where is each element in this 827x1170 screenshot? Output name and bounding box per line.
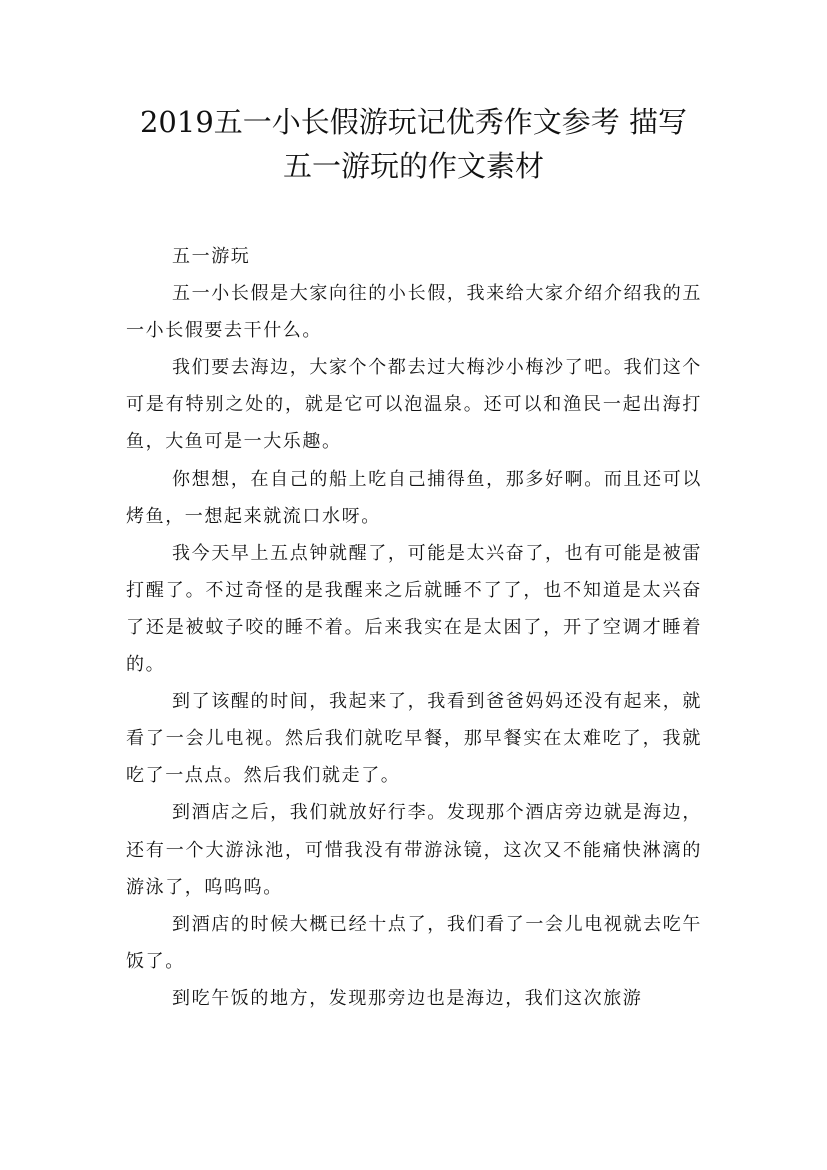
paragraph: 我们要去海边，大家个个都去过大梅沙小梅沙了吧。我们这个可是有特别之处的，就是它可以泡温泉。还可以和渔民一起出海打鱼，大鱼可是一大乐趣。 (126, 357, 702, 453)
paragraph: 你想想，在自己的船上吃自己捕得鱼，那多好啊。而且还可以烤鱼，一想起来就流口水呀。 (126, 468, 702, 527)
title-line-2: 五一游玩的作文素材 (282, 149, 544, 183)
paragraph: 五一小长假是大家向往的小长假，我来给大家介绍介绍我的五一小长假要去干什么。 (126, 283, 702, 342)
paragraph: 到吃午饭的地方，发现那旁边也是海边，我们这次旅游 (172, 987, 643, 1009)
document-body (126, 238, 702, 1017)
title-line-1: 2019五一小长假游玩记优秀作文参考 描写 (139, 105, 688, 139)
paragraph: 到酒店之后，我们就放好行李。发现那个酒店旁边就是海边，还有一个大游泳池，可惜我没有带游泳镜，这次又不能痛快淋漓的游泳了，呜呜呜。 (126, 802, 702, 898)
paragraph: 到了该醒的时间，我起来了，我看到爸爸妈妈还没有起来，就看了一会儿电视。然后我们就吃早餐，那早餐实在太难吃了，我就吃了一点点。然后我们就走了。 (126, 691, 702, 787)
paragraph: 我今天早上五点钟就醒了，可能是太兴奋了，也有可能是被雷打醒了。不过奇怪的是我醒来之后就睡不了了，也不知道是太兴奋了还是被蚊子咬的睡不着。后来我实在是太困了，开了空调才睡着的。 (126, 542, 702, 676)
paragraph-heading: 五一游玩 (172, 246, 251, 267)
document-title (60, 100, 767, 188)
paragraph: 到酒店的时候大概已经十点了，我们看了一会儿电视就去吃午饭了。 (126, 913, 702, 972)
